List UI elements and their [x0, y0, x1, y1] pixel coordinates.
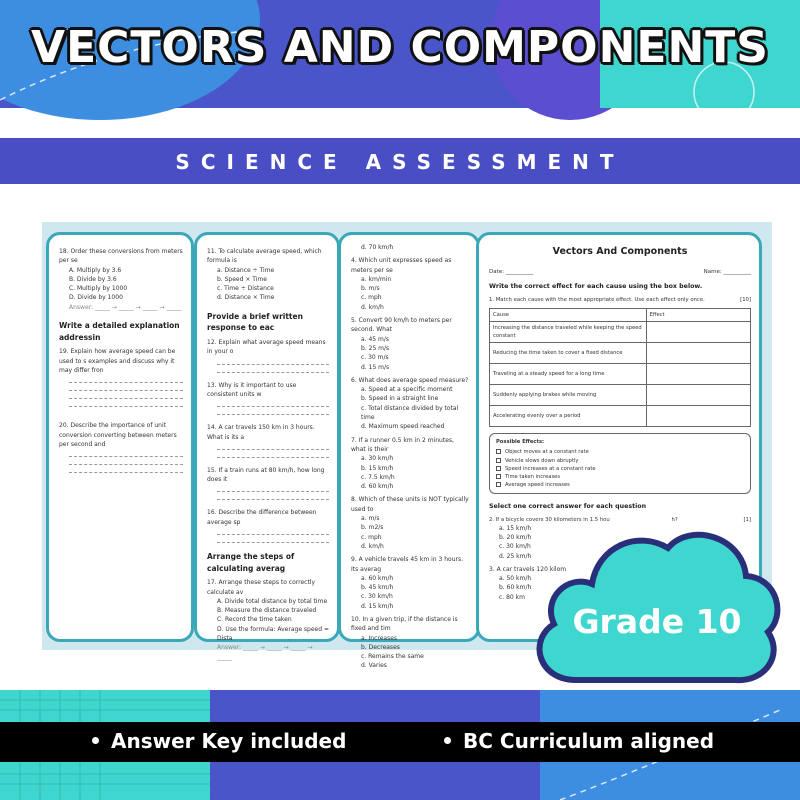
- question-text: 6. What does average speed measure?: [351, 376, 469, 384]
- option: C. Multiply by 1000: [69, 285, 128, 293]
- option: a. Speed at a specific moment: [361, 386, 453, 394]
- effects-box: [489, 433, 751, 493]
- option: c. 30 m/s: [361, 354, 389, 362]
- option: a. 45 m/s: [361, 335, 390, 343]
- worksheet-page-4: Vectors And Components Date: __________ Name: __________ Write the correct effect for each cause using the box below. 1. Match each cause with the most appropriate effect. Use each effect only once. [10] Cause Effect Increasing the distance traveled while keeping the speed constant Reducing the time taken to cover a fixed distance Traveling at a steady speed for a long time Suddenly applying brakes while moving Accelerating evenly over a period Possible Effects: Object moves at a constant rate Vehicle slows down abruptly Speed increases at a constant rate Time taken increases Average speed increases Select one correct answer for each question 2. If a bicycle covers 30 kilometers in 1.5 hou h? [1] a. 15 km/h b. 20 km/h c. 30 km/h d. 25 km/h 3. A car travels 120 kilom a. 50 km/h b. 60 km/h c. 80 km: [476, 232, 762, 642]
- feature-item: Answer Key included: [92, 729, 346, 753]
- table-row: Reducing the time taken to cover a fixed distance: [490, 343, 751, 364]
- table-row: Accelerating evenly over a period: [490, 406, 751, 427]
- option: d. 25 km/h: [499, 552, 532, 560]
- checkbox-icon: [496, 466, 501, 471]
- worksheet-page-1: [46, 232, 194, 642]
- option: b. 25 m/s: [361, 344, 390, 352]
- question-text: 11. To calculate average speed, which formula is: [207, 248, 322, 265]
- option: a. m/s: [361, 515, 380, 523]
- option: a. 30 km/h: [361, 455, 394, 463]
- checkbox-icon: [496, 482, 501, 487]
- question-text: 14. A car travels 150 km in 3 hours. What is its a: [207, 424, 315, 441]
- answer-line: Answer: _____ → _____ → _____ → _____: [217, 644, 313, 661]
- question-text: 15. If a train runs at 80 km/h, how long does it: [207, 466, 325, 484]
- option: d. Varies: [361, 662, 387, 670]
- option: c. Time ÷ Distance: [217, 285, 274, 293]
- option: c. Total distance divided by total time: [361, 404, 459, 422]
- option: a. km/min: [361, 275, 392, 283]
- option: d. 60 km/h: [361, 483, 394, 491]
- option: d. Maximum speed reached: [361, 423, 445, 431]
- page-title: VECTORS AND COMPONENTS: [31, 22, 769, 73]
- question-text: 9. A vehicle travels 45 km in 3 hours. Its averag: [351, 556, 464, 573]
- list-item: Time taken increases: [496, 473, 744, 481]
- question-text: 18. Order these conversions from meters per se: [59, 248, 183, 265]
- question-text: 4. Which unit expresses speed as meters per se: [351, 257, 452, 274]
- question-text: 17. Arrange these steps to correctly calculate av: [207, 579, 316, 596]
- question-text: 10. In a given trip, if the distance is fixed and tim: [351, 615, 458, 633]
- option: C. Record the time taken: [217, 616, 292, 624]
- section-heading: Arrange the steps of calculating averag: [207, 552, 295, 573]
- option: d. Distance × Time: [217, 294, 275, 302]
- option: b. 15 km/h: [361, 464, 394, 472]
- section-heading: Write a detailed explanation addressin: [59, 321, 180, 342]
- question-text: 2. If a bicycle covers 30 kilometers in 1.5 hou: [489, 516, 610, 523]
- option: D. Divide by 1000: [69, 294, 123, 302]
- date-field: Date: __________: [489, 268, 534, 275]
- table-row: Suddenly applying brakes while moving: [490, 385, 751, 406]
- section-heading: Write the correct effect for each cause using the box below.: [489, 283, 703, 291]
- worksheet-page-3: [338, 232, 480, 670]
- option: c. 80 km: [499, 593, 525, 601]
- question-text: 3. A car travels 120 kilom: [489, 565, 567, 573]
- option: c. Remains the same: [361, 653, 424, 661]
- option: c. mph: [361, 533, 382, 541]
- question-text: 7. If a runner 0.5 km in 2 minutes, what is their: [351, 436, 454, 453]
- grade-badge: [528, 520, 786, 692]
- effects-title: Possible Effects:: [496, 439, 545, 446]
- option: d. km/h: [361, 303, 384, 311]
- option: d. km/h: [361, 542, 384, 550]
- column-header: Effect: [646, 309, 750, 322]
- question-marks: [1]: [743, 516, 751, 523]
- worksheet-page-2: [194, 232, 340, 661]
- feature-item: BC Curriculum aligned: [444, 729, 714, 753]
- list-item: Vehicle slows down abruptly: [496, 457, 744, 465]
- list-item: Object moves at a constant rate: [496, 448, 744, 456]
- question-text: 5. Convert 90 km/h to meters per second. What: [351, 317, 452, 334]
- list-item: Average speed increases: [496, 481, 744, 489]
- option: B. Divide by 3.6: [69, 275, 117, 283]
- checkbox-icon: [496, 458, 501, 463]
- grade-label: Grade 10: [572, 602, 742, 641]
- bullet-icon: [444, 737, 451, 744]
- table-row: Increasing the distance traveled while keeping the speed constant: [490, 322, 751, 343]
- worksheet-title: Vectors And Components: [552, 246, 688, 257]
- subtitle: SCIENCE ASSESSMENT: [175, 150, 625, 174]
- column-header: Cause: [490, 309, 647, 322]
- option: B. Measure the distance traveled: [217, 607, 317, 615]
- list-item: Speed increases at a constant rate: [496, 465, 744, 473]
- option: a. Increases: [361, 634, 398, 642]
- option: a. 15 km/h: [499, 524, 532, 532]
- question-marks: [10]: [740, 296, 751, 303]
- question-text: 1. Match each cause with the most appropriate effect. Use each effect only once.: [489, 296, 705, 303]
- option: b. Speed × Time: [217, 275, 267, 283]
- option: a. 50 km/h: [499, 575, 532, 583]
- option: D. Use the formula: Average speed = Dista: [217, 625, 329, 643]
- option: c. 30 km/h: [361, 593, 393, 601]
- option: d. 70 km/h: [361, 244, 394, 251]
- option: d. 15 km/h: [361, 602, 394, 610]
- checkbox-icon: [496, 474, 501, 479]
- bullet-icon: [92, 737, 99, 744]
- table-row: Traveling at a steady speed for a long time: [490, 364, 751, 385]
- option: b. 45 km/h: [361, 584, 394, 592]
- option: a. Distance ÷ Time: [217, 266, 275, 274]
- option: b. m2/s: [361, 524, 384, 532]
- option: b. m/s: [361, 285, 380, 293]
- option: c. 7.5 km/h: [361, 473, 395, 481]
- option: b. 20 km/h: [499, 534, 532, 541]
- question-text: 13. Why is it important to use consistent units w: [207, 381, 297, 398]
- section-heading: Provide a brief written response to eac: [207, 311, 303, 333]
- option: a. 60 km/h: [361, 574, 394, 582]
- option: A. Multiply by 3.6: [69, 266, 122, 274]
- section-heading: Select one correct answer for each question: [489, 502, 647, 510]
- cause-effect-table: [489, 308, 751, 427]
- question-text: 19. Explain how average speed can be used to s examples and discuss why it may differ fron: [59, 348, 176, 374]
- question-text: 8. Which of these units is NOT typically used to: [351, 496, 469, 513]
- name-field: Name: __________: [703, 268, 751, 275]
- option: b. Decreases: [361, 643, 400, 651]
- option: c. mph: [361, 294, 382, 302]
- option: d. 15 m/s: [361, 363, 390, 371]
- question-text: 12. Explain what average speed means in your o: [207, 339, 326, 356]
- question-text: 20. Describe the importance of unit conversion converting between meters per second and: [59, 422, 177, 448]
- option: b. 60 km/h: [499, 584, 532, 592]
- question-text: 16. Describe the difference between average sp: [207, 509, 317, 526]
- checkbox-icon: [496, 449, 501, 454]
- answer-line: Answer: _____ → _____ → _____ → _____: [69, 303, 182, 311]
- option: c. 30 km/h: [499, 543, 531, 551]
- option: A. Divide total distance by total time: [217, 597, 328, 605]
- option: b. Speed in a straight line: [361, 395, 439, 403]
